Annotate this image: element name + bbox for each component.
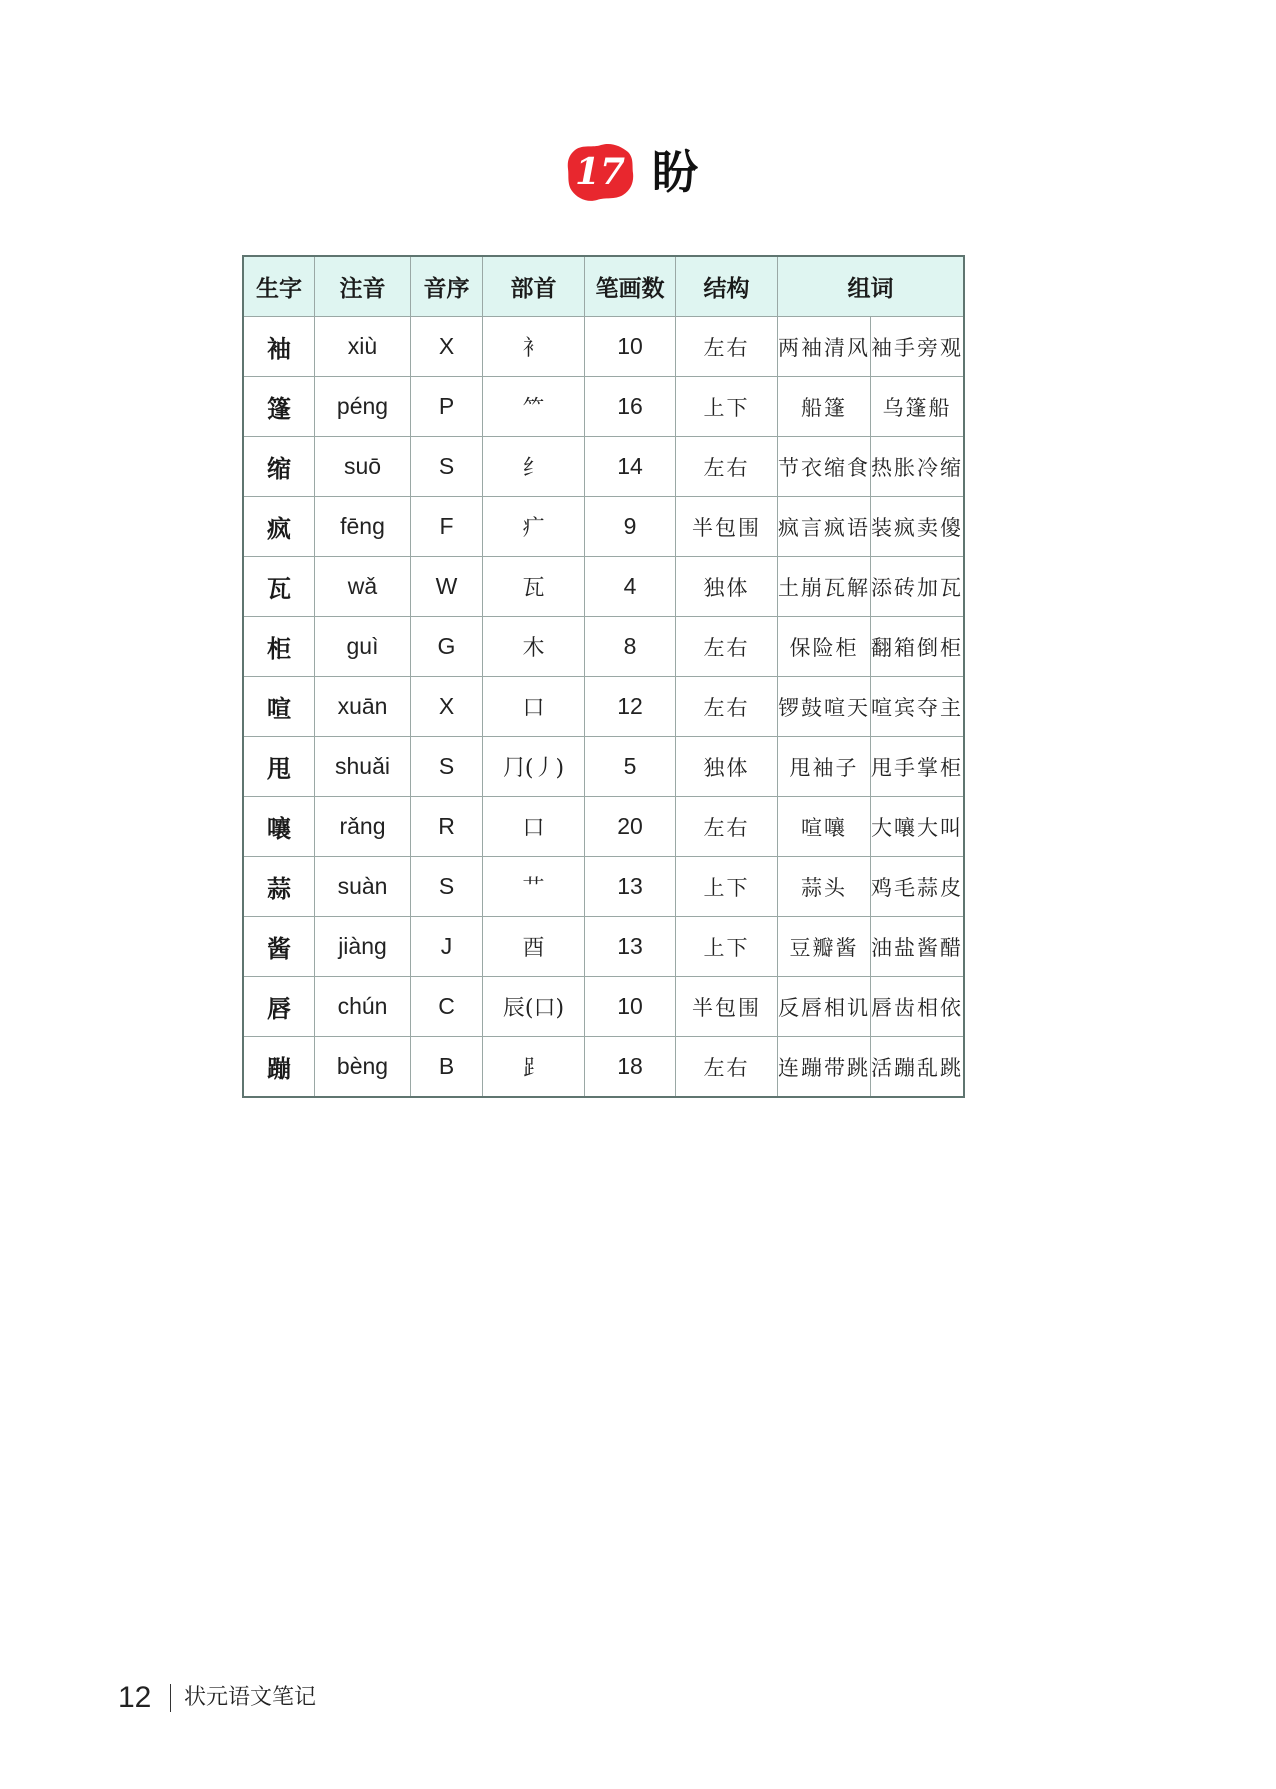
- table-row: [243, 317, 964, 377]
- cell-word1: 船篷: [778, 377, 871, 437]
- cell-strokes: 5: [585, 737, 676, 797]
- cell-word1: 甩袖子: [778, 737, 871, 797]
- cell-word2: 乌篷船: [871, 377, 965, 437]
- header-pinyin: 注音: [315, 256, 411, 317]
- cell-radical: 木: [483, 617, 585, 677]
- cell-word2: 添砖加瓦: [871, 557, 965, 617]
- cell-word1: 蒜头: [778, 857, 871, 917]
- cell-order: X: [411, 317, 483, 377]
- cell-radical: ⺮: [483, 377, 585, 437]
- cell-pinyin: xuān: [315, 677, 411, 737]
- cell-char: 篷: [243, 377, 315, 437]
- cell-order: C: [411, 977, 483, 1037]
- cell-strokes: 8: [585, 617, 676, 677]
- cell-word1: 疯言疯语: [778, 497, 871, 557]
- cell-char: 袖: [243, 317, 315, 377]
- cell-char: 疯: [243, 497, 315, 557]
- table-body: [243, 317, 964, 1098]
- cell-structure: 左右: [676, 797, 778, 857]
- cell-order: S: [411, 437, 483, 497]
- cell-radical: 纟: [483, 437, 585, 497]
- cell-order: W: [411, 557, 483, 617]
- cell-pinyin: xiù: [315, 317, 411, 377]
- cell-radical: 瓦: [483, 557, 585, 617]
- cell-radical: 衤: [483, 317, 585, 377]
- cell-pinyin: jiàng: [315, 917, 411, 977]
- cell-word1: 土崩瓦解: [778, 557, 871, 617]
- header-order: 音序: [411, 256, 483, 317]
- cell-structure: 左右: [676, 617, 778, 677]
- cell-pinyin: péng: [315, 377, 411, 437]
- lesson-title: 盼: [652, 145, 698, 199]
- cell-strokes: 10: [585, 977, 676, 1037]
- cell-char: 蒜: [243, 857, 315, 917]
- cell-char: 嚷: [243, 797, 315, 857]
- cell-word1: 反唇相讥: [778, 977, 871, 1037]
- table-row: [243, 497, 964, 557]
- cell-radical: 艹: [483, 857, 585, 917]
- cell-pinyin: bèng: [315, 1037, 411, 1098]
- cell-order: B: [411, 1037, 483, 1098]
- cell-char: 酱: [243, 917, 315, 977]
- cell-char: 柜: [243, 617, 315, 677]
- page-number: 12: [118, 1681, 152, 1714]
- table-row: [243, 377, 964, 437]
- header-structure: 结构: [676, 256, 778, 317]
- cell-word1: 节衣缩食: [778, 437, 871, 497]
- cell-structure: 左右: [676, 437, 778, 497]
- cell-structure: 独体: [676, 557, 778, 617]
- cell-pinyin: fēng: [315, 497, 411, 557]
- cell-structure: 独体: [676, 737, 778, 797]
- table-row: [243, 1037, 964, 1098]
- header-words: 组词: [778, 256, 965, 317]
- cell-structure: 半包围: [676, 977, 778, 1037]
- cell-strokes: 4: [585, 557, 676, 617]
- cell-order: S: [411, 857, 483, 917]
- cell-order: F: [411, 497, 483, 557]
- cell-structure: 左右: [676, 677, 778, 737]
- cell-order: P: [411, 377, 483, 437]
- header-strokes: 笔画数: [585, 256, 676, 317]
- cell-char: 喧: [243, 677, 315, 737]
- cell-word1: 两袖清风: [778, 317, 871, 377]
- cell-pinyin: chún: [315, 977, 411, 1037]
- cell-word2: 唇齿相依: [871, 977, 965, 1037]
- cell-char: 唇: [243, 977, 315, 1037]
- table-header: [243, 256, 964, 317]
- cell-strokes: 18: [585, 1037, 676, 1098]
- cell-word2: 活蹦乱跳: [871, 1037, 965, 1098]
- cell-structure: 左右: [676, 1037, 778, 1098]
- cell-word2: 袖手旁观: [871, 317, 965, 377]
- cell-word2: 热胀冷缩: [871, 437, 965, 497]
- table-row: [243, 557, 964, 617]
- cell-strokes: 13: [585, 857, 676, 917]
- cell-structure: 上下: [676, 377, 778, 437]
- cell-order: S: [411, 737, 483, 797]
- cell-word2: 喧宾夺主: [871, 677, 965, 737]
- cell-radical: 口: [483, 677, 585, 737]
- cell-radical: ⻊: [483, 1037, 585, 1098]
- cell-strokes: 13: [585, 917, 676, 977]
- cell-strokes: 14: [585, 437, 676, 497]
- cell-radical: 疒: [483, 497, 585, 557]
- lesson-header: [0, 138, 1276, 208]
- header-radical: 部首: [483, 256, 585, 317]
- cell-strokes: 12: [585, 677, 676, 737]
- cell-word2: 油盐酱醋: [871, 917, 965, 977]
- vocabulary-table: [242, 255, 965, 1098]
- cell-radical: ⺆(丿): [483, 737, 585, 797]
- cell-pinyin: guì: [315, 617, 411, 677]
- cell-word2: 大嚷大叫: [871, 797, 965, 857]
- table-row: [243, 737, 964, 797]
- cell-word1: 喧嚷: [778, 797, 871, 857]
- cell-char: 缩: [243, 437, 315, 497]
- cell-strokes: 9: [585, 497, 676, 557]
- cell-strokes: 10: [585, 317, 676, 377]
- cell-radical: 酉: [483, 917, 585, 977]
- cell-word1: 锣鼓喧天: [778, 677, 871, 737]
- cell-pinyin: suàn: [315, 857, 411, 917]
- cell-pinyin: wǎ: [315, 557, 411, 617]
- cell-word1: 连蹦带跳: [778, 1037, 871, 1098]
- cell-structure: 上下: [676, 917, 778, 977]
- table-row: [243, 917, 964, 977]
- cell-word1: 豆瓣酱: [778, 917, 871, 977]
- lesson-number-badge: [565, 142, 635, 202]
- header-char: 生字: [243, 256, 315, 317]
- cell-word2: 装疯卖傻: [871, 497, 965, 557]
- cell-structure: 半包围: [676, 497, 778, 557]
- cell-radical: 口: [483, 797, 585, 857]
- cell-word2: 甩手掌柜: [871, 737, 965, 797]
- cell-structure: 上下: [676, 857, 778, 917]
- cell-char: 蹦: [243, 1037, 315, 1098]
- book-title: 状元语文笔记: [184, 1685, 317, 1710]
- table-header-row: [243, 256, 964, 317]
- cell-order: X: [411, 677, 483, 737]
- cell-pinyin: rǎng: [315, 797, 411, 857]
- cell-word2: 翻箱倒柜: [871, 617, 965, 677]
- cell-order: R: [411, 797, 483, 857]
- table-row: [243, 617, 964, 677]
- lesson-number: 17: [574, 151, 626, 193]
- cell-structure: 左右: [676, 317, 778, 377]
- table-row: [243, 797, 964, 857]
- cell-order: G: [411, 617, 483, 677]
- cell-strokes: 20: [585, 797, 676, 857]
- table-row: [243, 677, 964, 737]
- table-row: [243, 857, 964, 917]
- cell-word2: 鸡毛蒜皮: [871, 857, 965, 917]
- table-row: [243, 977, 964, 1037]
- cell-char: 甩: [243, 737, 315, 797]
- cell-pinyin: shuǎi: [315, 737, 411, 797]
- table-row: [243, 437, 964, 497]
- cell-strokes: 16: [585, 377, 676, 437]
- cell-radical: 辰(口): [483, 977, 585, 1037]
- footer-divider: [170, 1684, 171, 1712]
- cell-word1: 保险柜: [778, 617, 871, 677]
- cell-char: 瓦: [243, 557, 315, 617]
- cell-pinyin: suō: [315, 437, 411, 497]
- cell-order: J: [411, 917, 483, 977]
